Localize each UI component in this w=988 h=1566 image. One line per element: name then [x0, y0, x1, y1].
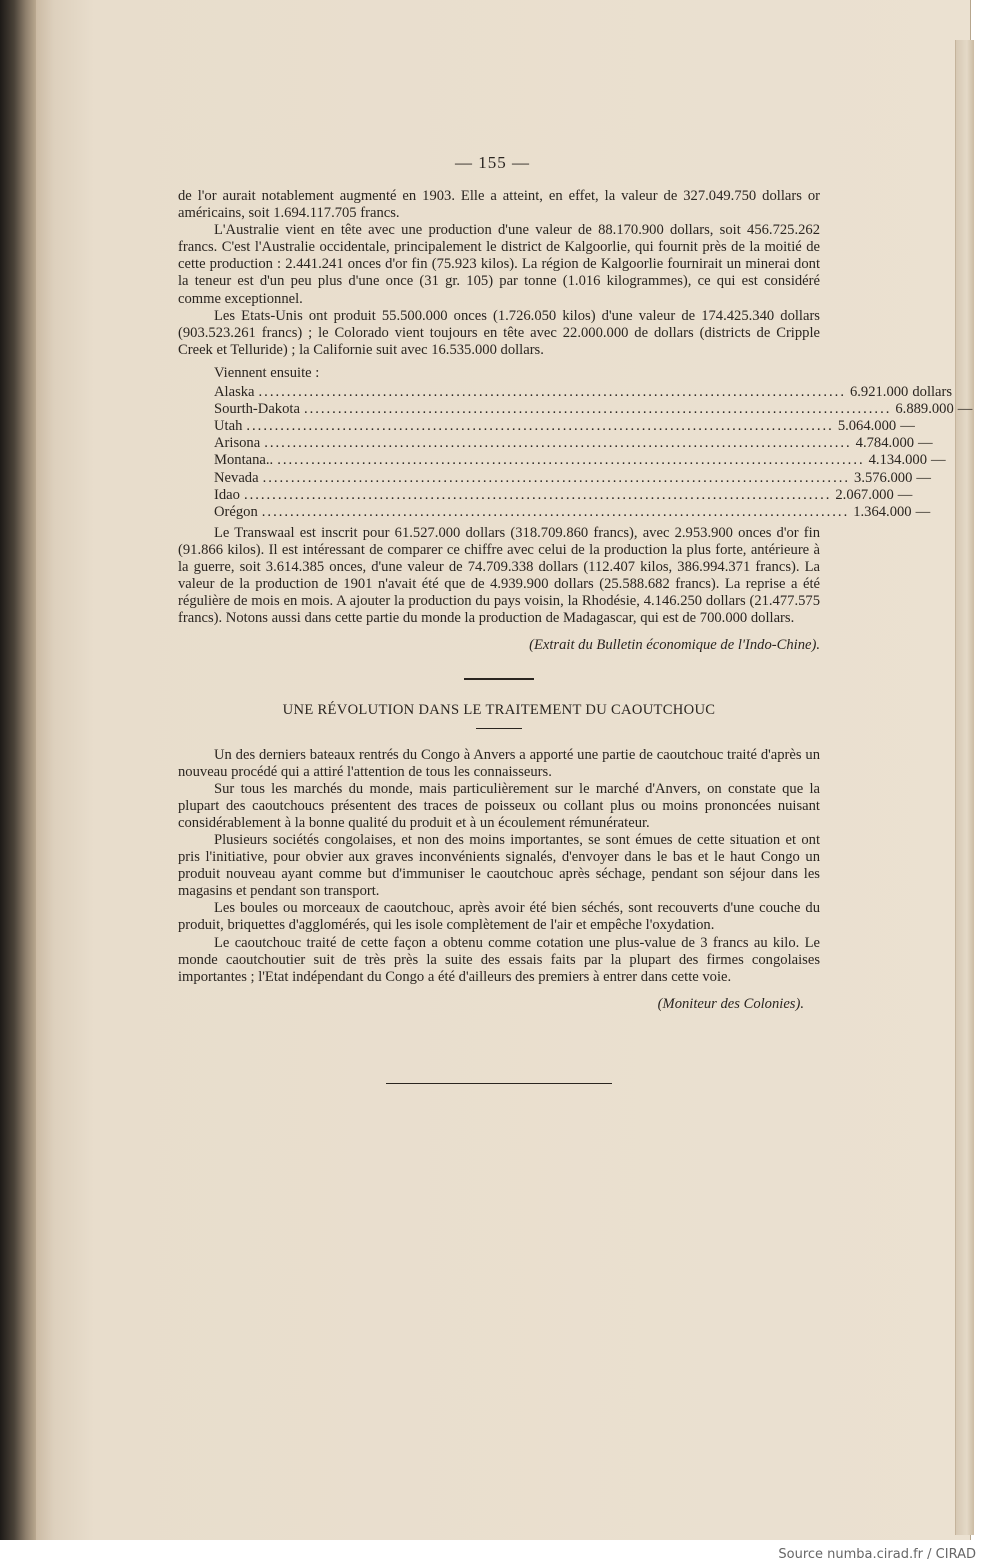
list-item: Sourth-Dakota ........................................................................................................ 6.889.000 —: [214, 401, 973, 418]
book-binding: [0, 0, 36, 1540]
source-citation: (Extrait du Bulletin économique de l'Indo-Chine).: [529, 637, 820, 654]
closing-rule: [386, 1083, 612, 1084]
list-item-unit: —: [931, 452, 946, 469]
paragraph: Un des derniers bateaux rentrés du Congo à Anvers a apporté une partie de caoutchouc traité d'après un nouveau procédé qui a attiré l'attention de tous les connaisseurs.: [178, 746, 820, 780]
list-item-unit: —: [957, 401, 973, 418]
list-item-value: 1.364.000: [853, 503, 912, 520]
list-item: Arisona ........................................................................................................ 4.784.000 —: [214, 435, 933, 452]
page-edges: [955, 40, 974, 1535]
list-item-label: Alaska: [214, 384, 255, 401]
list-item: Alaska ........................................................................................................ 6.921.000 dollars: [214, 384, 953, 401]
paragraph: Le Transwaal est inscrit pour 61.527.000 dollars (318.709.860 francs), avec 2.953.900 onces d'or fin (91.866 kilos). Il est intéressant de comparer ce chiffre avec celui de la production la plus forte, antérieure à la guerre, soit 3.614.385 onces, d'une valeur de 74.709.338 dollars (112.407 kilos, 386.994.371 francs). La valeur de la production de 1901 n'avait été que de 4.939.900 dollars (25.588.682 francs). La reprise a été régulière de mois en mois. A ajouter la production du pays voisin, la Rhodésie, 4.146.250 dollars (21.477.575 francs). Notons aussi dans cette partie du monde la production de Madagascar, qui est de 700.000 dollars.: [178, 524, 820, 627]
page-number: — 155 —: [455, 153, 530, 172]
production-list: [214, 384, 973, 521]
paragraph: Le caoutchouc traité de cette façon a obtenu comme cotation une plus-value de 3 francs au kilo. Le monde caoutchoutier suit de très près la suite des essais faits par la plupart des firmes congolaises importantes ; l'Etat indépendant du Congo a été d'ailleurs des premiers à entrer dans cette voie.: [178, 934, 820, 985]
list-item: Montana.. ........................................................................................................ 4.134.000 —: [214, 452, 946, 469]
list-item-label: Nevada: [214, 469, 259, 486]
list-item-label: Orégon: [214, 503, 258, 520]
list-item-label: Sourth-Dakota: [214, 401, 300, 418]
list-item-unit: —: [915, 503, 931, 520]
list-item: Orégon ........................................................................................................ 1.364.000 —: [214, 503, 931, 520]
list-item: Nevada ........................................................................................................ 3.576.000 —: [214, 469, 931, 486]
list-item-value: 2.067.000: [835, 486, 894, 503]
page-text: [178, 188, 973, 1084]
paragraph: Sur tous les marchés du monde, mais particulièrement sur le marché d'Anvers, on constate que la plupart des caoutchoucs présentent des traces de poisseux ou collant plus ou moins prononcées nuisant considérablement à la bonne qualité du produit et à un écoulement rémunérateur.: [178, 780, 820, 831]
list-item-unit: dollars: [912, 384, 953, 401]
list-item-value: 6.921.000: [849, 384, 909, 401]
list-item-value: 3.576.000: [854, 469, 913, 486]
list-item-label: Montana..: [214, 452, 274, 469]
section-divider: [464, 678, 534, 680]
source-credit: Source numba.cirad.fr / CIRAD: [778, 1547, 976, 1562]
section-title: UNE RÉVOLUTION DANS LE TRAITEMENT DU CAOUTCHOUC: [282, 702, 716, 719]
title-underline: [476, 728, 522, 729]
list-item-label: Arisona: [214, 435, 261, 452]
paragraph: L'Australie vient en tête avec une production d'une valeur de 88.170.900 dollars, soit 456.725.262 francs. C'est l'Australie occidentale, principalement le district de Kalgoorlie, qui fournit près de la moitié de cette production : 2.441.241 onces d'or fin (75.923 kilos). La région de Kalgoorlie fournirait un minerai dont la teneur est d'un peu plus d'une once (31 gr. 105) par tonne (1.016 kilogrammes), ce qui est considéré comme exceptionnel.: [178, 222, 820, 307]
list-item-label: Utah: [214, 418, 243, 435]
list-item: Idao ........................................................................................................ 2.067.000 —: [214, 486, 913, 503]
paragraph: Les Etats-Unis ont produit 55.500.000 onces (1.726.050 kilos) d'une valeur de 174.425.340 dollars (903.523.261 francs) ; le Colorado vient toujours en tête avec 22.000.000 de dollars (districts de Cripple Creek et Telluride) ; la Californie suit avec 16.535.000 dollars.: [178, 307, 820, 358]
list-item-value: 5.064.000: [837, 418, 897, 435]
list-item-value: 4.784.000: [855, 435, 915, 452]
list-item-label: Idao: [214, 486, 240, 503]
paragraph: Plusieurs sociétés congolaises, et non des moins importantes, se sont émues de cette situation et ont pris l'initiative, pour obvier aux graves inconvénients signalés, d'envoyer dans le bas et le haut Congo un produit nouveau ayant comme but d'immuniser le caoutchouc après séchage, pendant son séjour dans les magasins et pendant son transport.: [178, 832, 820, 900]
list-item: Utah ........................................................................................................ 5.064.000 —: [214, 418, 915, 435]
paragraph: Les boules ou morceaux de caoutchouc, après avoir été bien séchés, sont recouverts d'une couche du produit, briquettes d'agglomérés, qui les isole complètement de l'air et empêche l'oxydation.: [178, 900, 820, 934]
list-item-value: 6.889.000: [895, 401, 954, 418]
list-item-unit: —: [900, 418, 915, 435]
list-item-unit: —: [916, 469, 931, 486]
list-item-value: 4.134.000: [868, 452, 927, 469]
source-citation: (Moniteur des Colonies).: [657, 995, 804, 1012]
list-item-unit: —: [918, 435, 933, 452]
paragraph: de l'or aurait notablement augmenté en 1903. Elle a atteint, en effet, la valeur de 327.049.750 dollars or américains, soit 1.694.117.705 francs.: [178, 188, 820, 222]
list-intro: Viennent ensuite :: [214, 364, 320, 381]
list-item-unit: —: [897, 486, 913, 503]
